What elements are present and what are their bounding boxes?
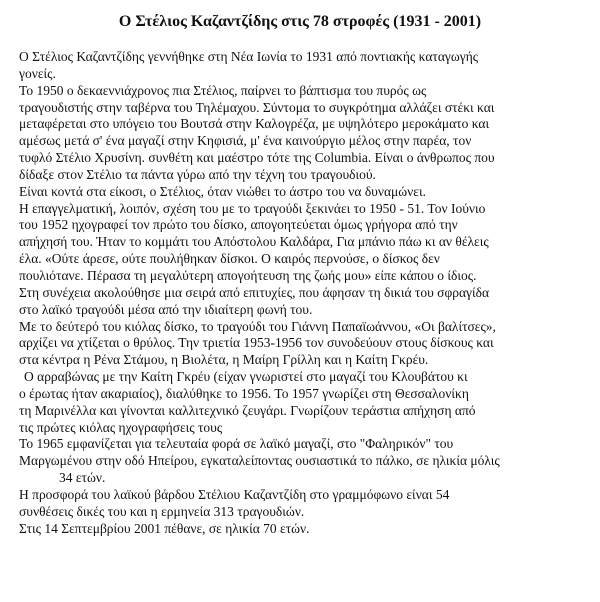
text-line: αρχίζει να χτίζεται ο θρύλος. Την τριετία 1953-1956 τον συνοδεύουν στους δίσκους και — [19, 335, 494, 351]
text-line: Ο αρραβώνας με την Καίτη Γκρέυ (είχαν γνωριστεί στο μαγαζί του Κλουβάτου κι — [24, 369, 468, 385]
text-line: Το 1965 εμφανίζεται για τελευταία φορά σε λαϊκό μαγαζί, στο "Φαληρικόν" του — [19, 436, 454, 452]
text-line: 34 ετών. — [59, 470, 106, 486]
biography-text — [19, 49, 591, 537]
text-line: στα κέντρα η Ρένα Στάμου, η Βιολέτα, η Μαίρη Γρίλλη και η Καίτη Γκρέυ. — [19, 352, 429, 368]
text-line: τις πρώτες κιόλας ηχογραφήσεις τους — [19, 419, 223, 435]
text-line: τυφλό Στέλιο Χρυσίνη. συνθέτη και μαέστρο τότε της Columbia. Είναι ο άνθρωπος που — [19, 150, 495, 166]
text-line: αμέσως μετά σ' ένα μαγαζί στην Κηφισιά, μ' ένα καινούργιο μέλος στην παρέα, τον — [19, 133, 472, 149]
text-line: Είναι κοντά στα είκοσι, ο Στέλιος, όταν νιώθει το άστρο του να δυναμώνει. — [19, 183, 426, 199]
text-line: του 1952 ηχογραφεί τον πρώτο του δίσκο, απογοητεύεται όμως γρήγορα από την — [19, 217, 458, 233]
text-line: συνθέσεις δικές του και η ερμηνεία 313 τραγουδιών. — [19, 503, 305, 519]
page-title: Ο Στέλιος Καζαντζίδης στις 78 στροφές (1931 - 2001) — [118, 13, 482, 30]
text-line: στο λαϊκό τραγούδι μέσα από την ιδιαίτερη φωνή του. — [19, 301, 313, 317]
text-line: Με το δεύτερό του κιόλας δίσκο, το τραγούδι του Γιάννη Παπαϊωάννου, «Οι βαλίτσες», — [19, 318, 496, 334]
text-line: πουλιότανε. Πέρασα τη μεγαλύτερη απογοήτευση της ζωής μου» είπε κάπου ο ίδιος. — [19, 267, 477, 283]
text-line: γονείς. — [19, 65, 56, 81]
text-line: τραγουδιστής στην ταβέρνα του Τηλέμαχου. Σύντομα το συγκρότημα αλλάζει στέκι και — [19, 99, 495, 115]
text-line: τη Μαρινέλλα και γίνονται καλλιτεχνικό ζευγάρι. Γνωρίζουν τεράστια απήχηση από — [19, 402, 476, 418]
text-line: Ο Στέλιος Καζαντζίδης γεννήθηκε στη Νέα Ιωνία το 1931 από ποντιακής καταγωγής — [19, 49, 479, 64]
text-line: Το 1950 ο δεκαεννιάχρονος πια Στέλιος, παίρνει το βάπτισμα του πυρός ως — [19, 82, 427, 98]
text-line: Στη συνέχεια ακολούθησε μια σειρά από επιτυχίες, που άφησαν τη δικιά του σφραγίδα — [19, 284, 490, 300]
text-line: απήχησή του. Ήταν το κομμάτι του Απόστολου Καλδάρα, Για μπάνιο πάω κι αν θέλεις — [19, 234, 489, 250]
text-line: δίδαξε στον Στέλιο τα πάντα γύρω από την τέχνη του τραγουδιού. — [19, 166, 376, 182]
text-line: μεταφέρεται στο υπόγειο του Βουτσά στην Καλογρέζα, με υψηλότερο μεροκάματο και — [19, 116, 490, 132]
text-line: Η προσφορά του λαϊκού βάρδου Στέλιου Καζαντζίδη στο γραμμόφωνο είναι 54 — [19, 486, 450, 502]
text-line: Μαργωμένου στην οδό Ηπείρου, εγκαταλείποντας ουσιαστικά το πάλκο, σε ηλικία μόλις — [19, 453, 500, 469]
text-line: έλα. «Ούτε άρεσε, ούτε πουλήθηκαν δίσκοι. Ο καιρός περνούσε, ο δίσκος δεν — [19, 251, 440, 267]
text-line: Η επαγγελματική, λοιπόν, σχέση του με το τραγούδι ξεκινάει το 1950 - 51. Τον Ιούνιο — [19, 200, 486, 216]
text-line: Στις 14 Σεπτεμβρίου 2001 πέθανε, σε ηλικία 70 ετών. — [19, 520, 310, 536]
text-line: ο έρωτας ήταν ακαριαίος), διαλύθηκε το 1956. Το 1957 γνωρίζει στη Θεσσαλονίκη — [19, 385, 469, 401]
